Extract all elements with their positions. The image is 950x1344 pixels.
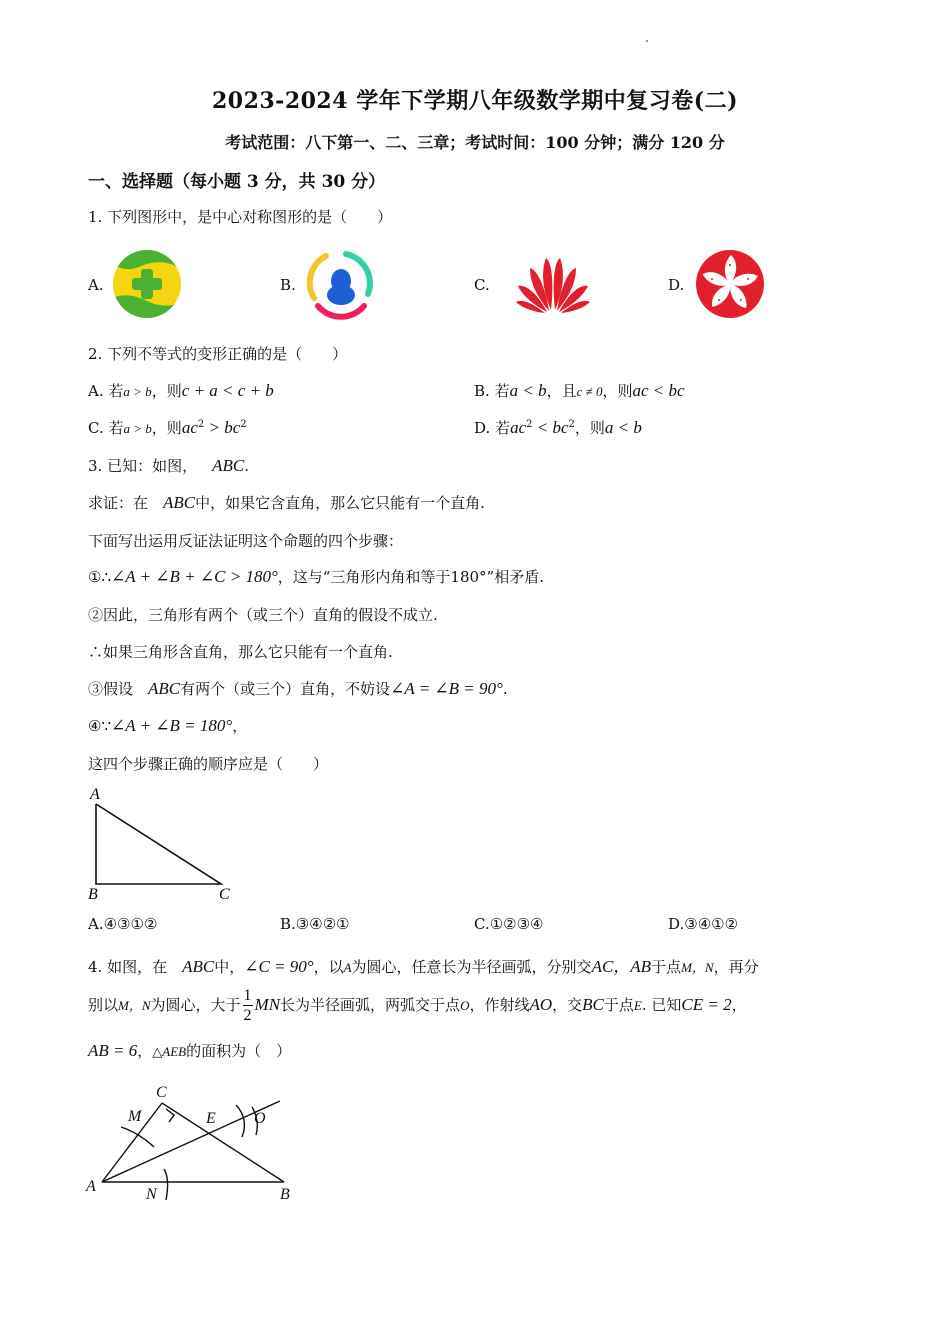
q1-option-b-label: B. [280, 276, 296, 294]
q3-option-a: A.④③①② [88, 915, 158, 933]
q3-stem: 3. 已知：如图， ABC. [88, 456, 249, 475]
q3-step3: ③假设 ABC有两个（或三个）直角，不妨设∠A = ∠B = 90°. [88, 679, 508, 698]
tencent-news-penguin-logo-icon [304, 248, 376, 320]
page-marker-dot [646, 40, 648, 42]
q4-line1: 4. 如图，在 ABC中，∠C = 90°，以A为圆心，任意长为半径画弧，分别交AC，AB于点M，N，再分 [88, 957, 759, 976]
q4-point-n-label: N [146, 1186, 157, 1203]
q3-right-triangle-figure [84, 784, 244, 904]
q3-step2: ②因此，三角形有两个（或三个）直角的假设不成立. [88, 606, 438, 624]
q4-vertex-b-label: B [280, 1186, 290, 1203]
huawei-logo-icon [514, 254, 592, 314]
q3-step1: ①∴∠A + ∠B + ∠C > 180°，这与“三角形内角和等于180°”相矛盾. [88, 567, 544, 586]
q4-line2: 别以M，N为圆心，大于 $\frac{1}{2}$ MN长为半径画弧，两弧交于点O，作射线AO，交BC于点E. 已知CE = 2， [88, 987, 747, 1024]
q3-option-c: C.①②③④ [474, 915, 544, 933]
q4-vertex-c-label: C [156, 1084, 167, 1101]
q2-stem: 2. 下列不等式的变形正确的是（ ） [88, 345, 348, 363]
fraction-one-half: $\frac{1}{2}$ [243, 987, 252, 1024]
q2-option-d: D. 若$ac^2 < bc^2$，则a < b [474, 418, 642, 437]
q3-option-d: D.③④①② [668, 915, 739, 933]
exam-info: 考试范围：八下第一、二、三章；考试时间：100 分钟；满分 120 分 [225, 133, 725, 152]
q2-option-c: C. 若a > b，则$ac^2 > bc^2$ [88, 418, 247, 437]
q3-vertex-b-label: B [88, 886, 98, 903]
q4-vertex-a-label: A [86, 1178, 96, 1195]
q3-prove: 求证：在 ABC中，如果它含直角，那么它只能有一个直角. [88, 493, 485, 512]
q1-option-c-label: C. [474, 276, 490, 294]
q3-intro: 下面写出运用反证法证明这个命题的四个步骤： [88, 532, 404, 550]
q3-step4: ④∵∠A + ∠B = 180°， [88, 716, 248, 735]
q4-point-e-label: E [206, 1110, 216, 1127]
q1-option-d-label: D. [668, 276, 685, 294]
q1-stem: 1. 下列图形中，是中心对称图形的是（ ） [88, 208, 393, 226]
q2-option-b: B. 若a < b，且c ≠ 0，则ac < bc [474, 381, 685, 400]
q3-vertex-a-label: A [90, 786, 100, 803]
q4-line3: AB = 6，△AEB的面积为（ ） [88, 1041, 292, 1060]
q4-point-m-label: M [128, 1108, 142, 1125]
q3-option-b: B.③④②① [280, 915, 350, 933]
q1-option-a-label: A. [88, 276, 104, 294]
q3-therefore: ∴如果三角形含直角，那么它只能有一个直角. [88, 643, 393, 661]
bauhinia-flower-logo-icon [695, 249, 765, 319]
section-heading-choice: 一、选择题（每小题 3 分，共 30 分） [88, 172, 386, 192]
q3-vertex-c-label: C [219, 886, 230, 903]
page-title: 2023-2024 学年下学期八年级数学期中复习卷(二) [211, 88, 739, 114]
360-security-logo-icon [111, 249, 183, 319]
q4-triangle-construction-figure [84, 1075, 314, 1210]
q3-question: 这四个步骤正确的顺序应是（ ） [88, 755, 329, 773]
q4-point-o-label: O [254, 1110, 266, 1127]
q2-option-a: A. 若a > b，则c + a < c + b [88, 381, 274, 400]
